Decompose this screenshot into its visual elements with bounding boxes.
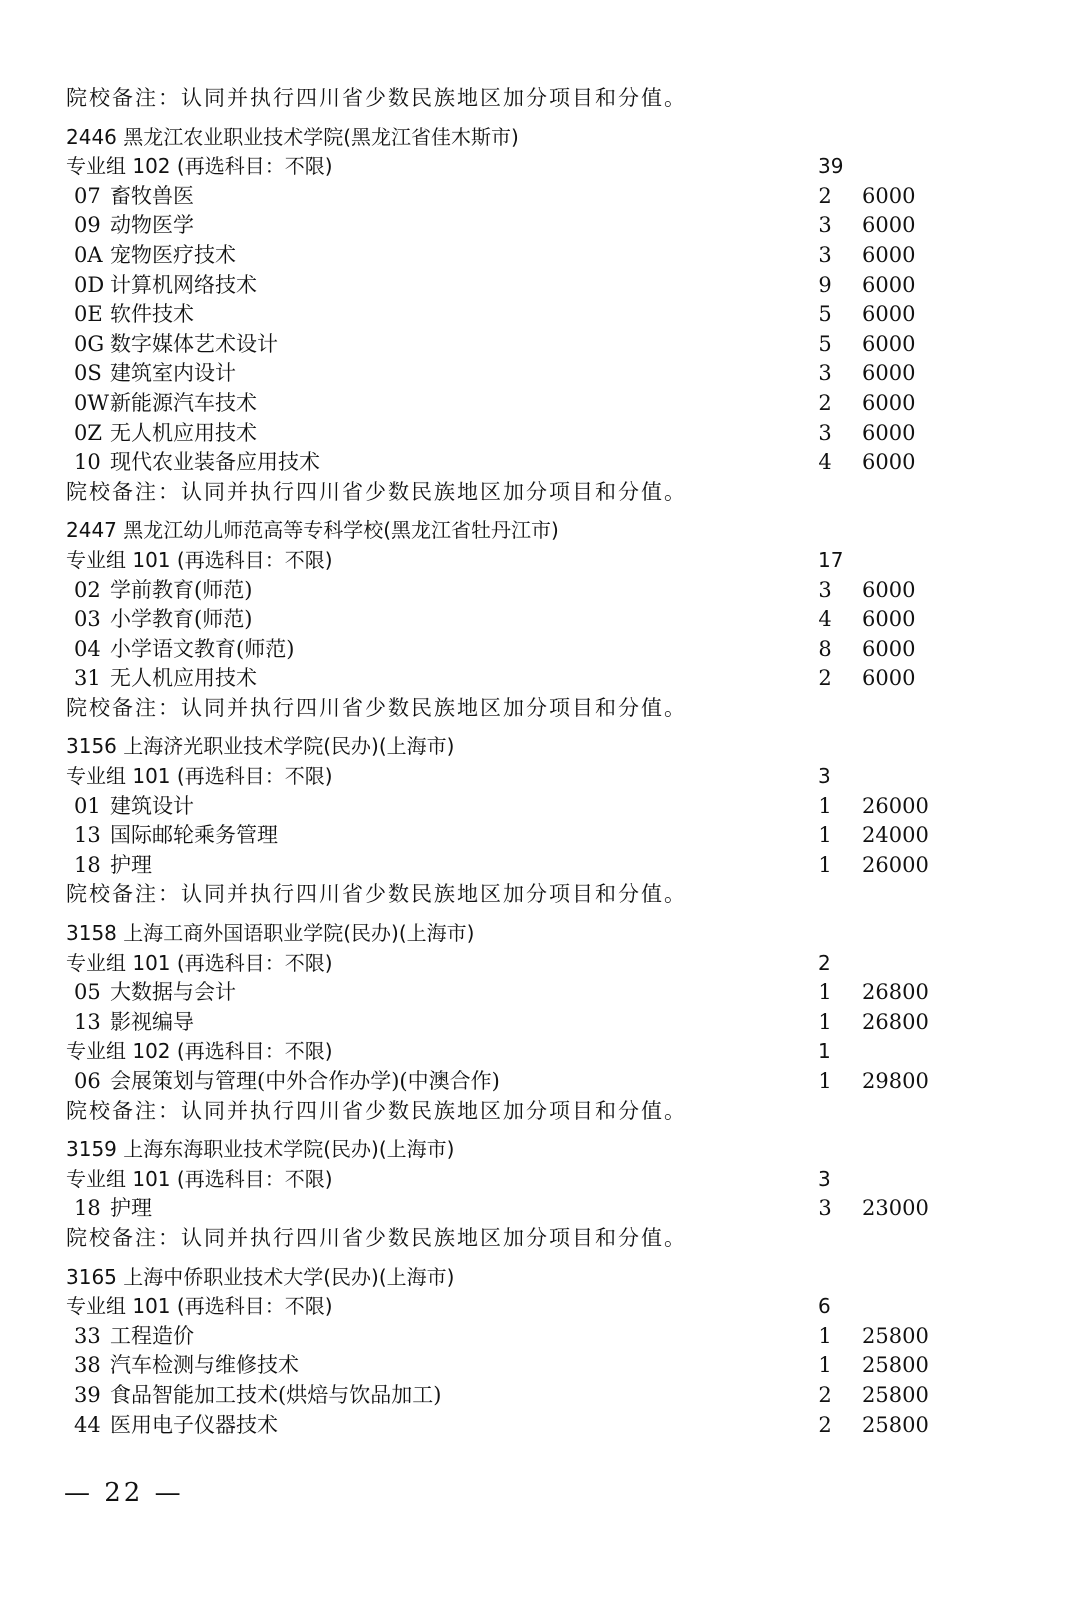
major-tuition-fee: 25800 [862, 1353, 929, 1378]
major-row [66, 1067, 1026, 1097]
major-group-label: 专业组 101 (再选科目：不限) [66, 1294, 333, 1319]
major-plan-count: 3 [818, 420, 832, 445]
major-plan-count: 2 [818, 183, 832, 208]
school-note: 院校备注：认同并执行四川省少数民族地区加分项目和分值。 [66, 1098, 687, 1123]
major-tuition-fee: 6000 [862, 213, 916, 238]
major-name: 学前教育(师范) [110, 577, 253, 602]
major-row [66, 211, 1026, 241]
major-plan-count: 1 [818, 1323, 832, 1348]
major-plan-count: 3 [818, 242, 832, 267]
major-row [66, 1351, 1026, 1381]
major-name: 计算机网络技术 [110, 272, 257, 297]
major-plan-count: 2 [818, 390, 832, 415]
major-code: 06 [74, 1069, 101, 1093]
major-name: 影视编导 [110, 1009, 194, 1034]
page-number: — 22 — [64, 1478, 184, 1508]
major-code: 05 [74, 980, 101, 1005]
school-note: 院校备注：认同并执行四川省少数民族地区加分项目和分值。 [66, 479, 687, 504]
major-plan-count: 5 [818, 331, 832, 356]
major-plan-count: 1 [818, 1353, 832, 1378]
major-tuition-fee: 29800 [862, 1069, 929, 1093]
major-name: 国际邮轮乘务管理 [110, 823, 278, 848]
major-code: 04 [74, 636, 101, 661]
major-row [66, 241, 1026, 271]
major-name: 软件技术 [110, 302, 194, 327]
major-tuition-fee: 24000 [862, 823, 929, 848]
school-title: 3158 上海工商外国语职业学院(民办)(上海市) [66, 921, 475, 946]
major-tuition-fee: 26000 [862, 793, 929, 818]
major-row [66, 1008, 1026, 1038]
major-tuition-fee: 6000 [862, 361, 916, 386]
major-code: 33 [74, 1323, 101, 1348]
major-tuition-fee: 6000 [862, 242, 916, 267]
major-plan-count: 3 [818, 577, 832, 602]
major-code: 10 [74, 450, 101, 475]
major-code: 0W [74, 390, 109, 415]
major-code: 31 [74, 666, 101, 691]
major-plan-count: 2 [818, 1412, 832, 1437]
major-row [66, 1322, 1026, 1352]
major-code: 13 [74, 1009, 101, 1034]
major-plan-count: 1 [818, 980, 832, 1005]
major-group-label: 专业组 101 (再选科目：不限) [66, 950, 333, 975]
major-name: 畜牧兽医 [110, 183, 194, 208]
major-code: 0D [74, 272, 105, 297]
major-name: 医用电子仪器技术 [110, 1412, 278, 1437]
school-note: 院校备注：认同并执行四川省少数民族地区加分项目和分值。 [66, 695, 687, 720]
major-group-label: 专业组 101 (再选科目：不限) [66, 764, 333, 789]
major-plan-count: 3 [818, 213, 832, 238]
major-code: 0E [74, 302, 103, 327]
major-code: 09 [74, 213, 101, 238]
major-name: 工程造价 [110, 1323, 194, 1348]
major-name: 食品智能加工技术(烘焙与饮品加工) [110, 1382, 442, 1407]
major-row [66, 664, 1026, 694]
major-code: 02 [74, 577, 101, 602]
major-name: 动物医学 [110, 213, 194, 238]
major-code: 0G [74, 331, 105, 356]
major-tuition-fee: 25800 [862, 1323, 929, 1348]
major-row [66, 605, 1026, 635]
school-title: 3165 上海中侨职业技术大学(民办)(上海市) [66, 1264, 455, 1289]
school-title: 3156 上海济光职业技术学院(民办)(上海市) [66, 734, 455, 759]
major-row [66, 851, 1026, 881]
major-row [66, 576, 1026, 606]
major-code: 0Z [74, 420, 102, 445]
major-group-row [66, 1037, 1026, 1067]
major-tuition-fee: 6000 [862, 390, 916, 415]
major-plan-count: 3 [818, 361, 832, 386]
major-plan-count: 1 [818, 1069, 832, 1093]
major-tuition-fee: 6000 [862, 450, 916, 475]
major-group-row [66, 1165, 1026, 1195]
major-tuition-fee: 26800 [862, 1009, 929, 1034]
major-group-label: 专业组 101 (再选科目：不限) [66, 547, 333, 572]
major-plan-count: 1 [818, 852, 832, 877]
major-code: 0A [74, 242, 103, 267]
major-tuition-fee: 6000 [862, 607, 916, 632]
major-tuition-fee: 23000 [862, 1196, 929, 1221]
major-plan-count: 2 [818, 666, 832, 691]
school-title: 2446 黑龙江农业职业技术学院(黑龙江省佳木斯市) [66, 124, 519, 149]
major-row [66, 359, 1026, 389]
school-title: 3159 上海东海职业技术学院(民办)(上海市) [66, 1137, 455, 1162]
major-row [66, 419, 1026, 449]
major-code: 18 [74, 1196, 101, 1221]
school-note: 院校备注：认同并执行四川省少数民族地区加分项目和分值。 [66, 86, 687, 110]
major-name: 数字媒体艺术设计 [110, 331, 278, 356]
major-plan-count: 3 [818, 1196, 832, 1221]
major-code: 07 [74, 183, 101, 208]
major-group-row [66, 762, 1026, 792]
major-tuition-fee: 6000 [862, 331, 916, 356]
major-code: 44 [74, 1412, 101, 1437]
major-name: 现代农业装备应用技术 [110, 450, 320, 475]
major-group-row [66, 949, 1026, 979]
major-row [66, 635, 1026, 665]
major-group-total: 1 [818, 1039, 831, 1064]
major-row [66, 182, 1026, 212]
major-row [66, 330, 1026, 360]
major-name: 护理 [110, 852, 152, 877]
major-group-total: 39 [818, 154, 844, 179]
major-name: 大数据与会计 [110, 980, 236, 1005]
major-row [66, 300, 1026, 330]
major-plan-count: 1 [818, 793, 832, 818]
major-name: 护理 [110, 1196, 152, 1221]
major-row [66, 1381, 1026, 1411]
major-name: 无人机应用技术 [110, 666, 257, 691]
major-name: 建筑室内设计 [110, 361, 236, 386]
school-title: 2447 黑龙江幼儿师范高等专科学校(黑龙江省牡丹江市) [66, 518, 559, 543]
major-row [66, 792, 1026, 822]
major-code: 18 [74, 852, 101, 877]
major-plan-count: 2 [818, 1382, 832, 1407]
major-name: 建筑设计 [110, 793, 194, 818]
major-plan-count: 1 [818, 823, 832, 848]
major-name: 会展策划与管理(中外合作办学)(中澳合作) [110, 1069, 500, 1093]
major-group-label: 专业组 102 (再选科目：不限) [66, 1039, 333, 1064]
major-name: 小学语文教育(师范) [110, 636, 295, 661]
major-plan-count: 4 [818, 450, 832, 475]
major-tuition-fee: 26000 [862, 852, 929, 877]
major-code: 38 [74, 1353, 101, 1378]
major-group-total: 3 [818, 1166, 831, 1191]
major-plan-count: 8 [818, 636, 832, 661]
major-name: 汽车检测与维修技术 [110, 1353, 299, 1378]
major-group-row [66, 152, 1026, 182]
major-row [66, 389, 1026, 419]
major-group-total: 6 [818, 1294, 831, 1319]
major-name: 无人机应用技术 [110, 420, 257, 445]
major-plan-count: 4 [818, 607, 832, 632]
school-note: 院校备注：认同并执行四川省少数民族地区加分项目和分值。 [66, 882, 687, 907]
major-name: 新能源汽车技术 [110, 390, 257, 415]
major-tuition-fee: 25800 [862, 1382, 929, 1407]
major-group-label: 专业组 101 (再选科目：不限) [66, 1166, 333, 1191]
major-group-label: 专业组 102 (再选科目：不限) [66, 154, 333, 179]
major-plan-count: 5 [818, 302, 832, 327]
major-plan-count: 1 [818, 1009, 832, 1034]
major-code: 0S [74, 361, 102, 386]
major-tuition-fee: 25800 [862, 1412, 929, 1437]
major-tuition-fee: 26800 [862, 980, 929, 1005]
major-row [66, 1411, 1026, 1441]
major-tuition-fee: 6000 [862, 302, 916, 327]
major-tuition-fee: 6000 [862, 577, 916, 602]
major-code: 13 [74, 823, 101, 848]
major-group-row [66, 546, 1026, 576]
major-row [66, 448, 1026, 478]
major-tuition-fee: 6000 [862, 420, 916, 445]
major-tuition-fee: 6000 [862, 666, 916, 691]
school-note: 院校备注：认同并执行四川省少数民族地区加分项目和分值。 [66, 1225, 687, 1250]
major-code: 01 [74, 793, 101, 818]
major-tuition-fee: 6000 [862, 636, 916, 661]
major-name: 宠物医疗技术 [110, 242, 236, 267]
major-code: 03 [74, 607, 101, 632]
major-row [66, 271, 1026, 301]
major-plan-count: 9 [818, 272, 832, 297]
major-tuition-fee: 6000 [862, 272, 916, 297]
major-row [66, 821, 1026, 851]
major-group-total: 3 [818, 764, 831, 789]
major-group-total: 2 [818, 950, 831, 975]
admission-plan-list [66, 84, 1026, 1440]
major-row [66, 978, 1026, 1008]
major-row [66, 1194, 1026, 1224]
major-tuition-fee: 6000 [862, 183, 916, 208]
major-code: 39 [74, 1382, 101, 1407]
major-name: 小学教育(师范) [110, 607, 253, 632]
major-group-total: 17 [818, 547, 844, 572]
major-group-row [66, 1292, 1026, 1322]
